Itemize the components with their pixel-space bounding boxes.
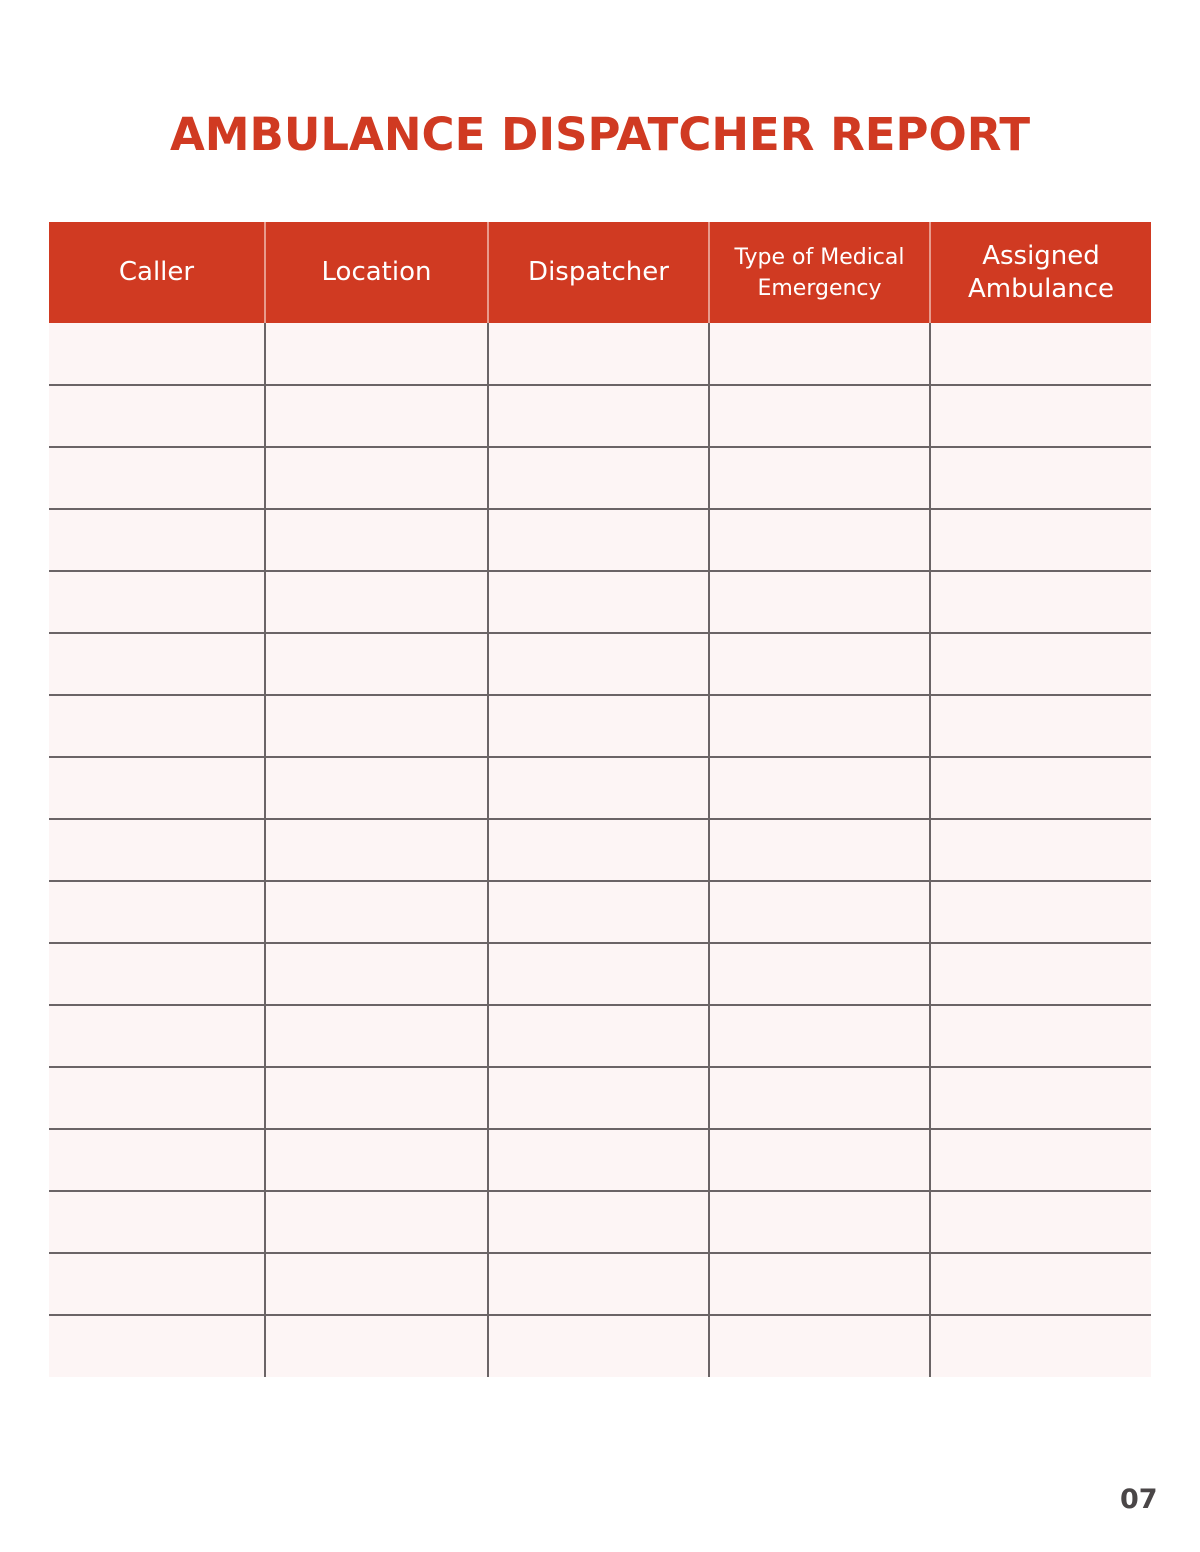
table-cell[interactable] [49, 447, 265, 509]
table-cell[interactable] [709, 757, 930, 819]
table-cell[interactable] [709, 1253, 930, 1315]
table-cell[interactable] [488, 881, 709, 943]
table-cell[interactable] [49, 509, 265, 571]
table-cell[interactable] [709, 1005, 930, 1067]
table-cell[interactable] [49, 323, 265, 385]
table-cell[interactable] [709, 819, 930, 881]
table-cell[interactable] [930, 757, 1151, 819]
table-cell[interactable] [49, 1191, 265, 1253]
table-cell[interactable] [49, 1315, 265, 1377]
table-row [49, 323, 1151, 385]
table-cell[interactable] [265, 1191, 488, 1253]
table-row [49, 633, 1151, 695]
table-cell[interactable] [488, 323, 709, 385]
table-cell[interactable] [930, 385, 1151, 447]
table-cell[interactable] [49, 943, 265, 1005]
column-header-dispatcher: Dispatcher [488, 222, 709, 323]
table-row [49, 819, 1151, 881]
table-row [49, 1253, 1151, 1315]
table-row [49, 571, 1151, 633]
page-number: 07 [1120, 1484, 1158, 1515]
table-cell[interactable] [930, 1253, 1151, 1315]
table-cell[interactable] [930, 1067, 1151, 1129]
table-cell[interactable] [709, 447, 930, 509]
table-cell[interactable] [930, 1191, 1151, 1253]
table-cell[interactable] [265, 1067, 488, 1129]
table-row [49, 1315, 1151, 1377]
table-row [49, 385, 1151, 447]
table-cell[interactable] [709, 385, 930, 447]
table-cell[interactable] [265, 1315, 488, 1377]
table-cell[interactable] [709, 1067, 930, 1129]
table-cell[interactable] [49, 1253, 265, 1315]
table-cell[interactable] [488, 819, 709, 881]
table-cell[interactable] [49, 1067, 265, 1129]
table-cell[interactable] [930, 633, 1151, 695]
table-cell[interactable] [709, 323, 930, 385]
table-cell[interactable] [930, 509, 1151, 571]
column-header-caller: Caller [49, 222, 265, 323]
table-cell[interactable] [709, 571, 930, 633]
table-cell[interactable] [709, 881, 930, 943]
table-row [49, 447, 1151, 509]
table-cell[interactable] [709, 943, 930, 1005]
table-cell[interactable] [265, 633, 488, 695]
table-cell[interactable] [265, 571, 488, 633]
table-header-row [49, 222, 1151, 323]
table-row [49, 1005, 1151, 1067]
table-cell[interactable] [709, 633, 930, 695]
table-cell[interactable] [49, 881, 265, 943]
table-cell[interactable] [265, 1253, 488, 1315]
table-cell[interactable] [930, 819, 1151, 881]
table-cell[interactable] [930, 1315, 1151, 1377]
table-cell[interactable] [930, 881, 1151, 943]
table-cell[interactable] [49, 385, 265, 447]
table-cell[interactable] [488, 1315, 709, 1377]
table-cell[interactable] [49, 695, 265, 757]
table-cell[interactable] [265, 881, 488, 943]
table-cell[interactable] [265, 943, 488, 1005]
table-cell[interactable] [49, 571, 265, 633]
table-cell[interactable] [930, 571, 1151, 633]
table-row [49, 943, 1151, 1005]
table-cell[interactable] [930, 1005, 1151, 1067]
table-cell[interactable] [488, 757, 709, 819]
table-cell[interactable] [49, 1005, 265, 1067]
table-cell[interactable] [49, 819, 265, 881]
table-cell[interactable] [930, 1129, 1151, 1191]
table-row [49, 757, 1151, 819]
table-cell[interactable] [49, 757, 265, 819]
table-row [49, 1191, 1151, 1253]
table-cell[interactable] [49, 1129, 265, 1191]
table-cell[interactable] [265, 509, 488, 571]
table-cell[interactable] [930, 447, 1151, 509]
table-row [49, 695, 1151, 757]
table-cell[interactable] [265, 819, 488, 881]
table-cell[interactable] [265, 757, 488, 819]
table-cell[interactable] [49, 633, 265, 695]
table-row [49, 1067, 1151, 1129]
table-cell[interactable] [930, 943, 1151, 1005]
table-cell[interactable] [488, 1253, 709, 1315]
table-cell[interactable] [265, 695, 488, 757]
table-cell[interactable] [709, 1191, 930, 1253]
table-cell[interactable] [488, 1129, 709, 1191]
table-cell[interactable] [488, 943, 709, 1005]
table-cell[interactable] [709, 1129, 930, 1191]
table-cell[interactable] [488, 1191, 709, 1253]
page-title: AMBULANCE DISPATCHER REPORT [169, 108, 1031, 161]
column-header-location: Location [265, 222, 488, 323]
table-row [49, 1129, 1151, 1191]
table-cell[interactable] [930, 695, 1151, 757]
table-row [49, 509, 1151, 571]
column-header-assigned-ambulance: Assigned Ambulance [930, 222, 1151, 323]
table-cell[interactable] [265, 1005, 488, 1067]
table-cell[interactable] [488, 385, 709, 447]
table-cell[interactable] [488, 571, 709, 633]
dispatcher-report-table [49, 222, 1151, 1377]
table-cell[interactable] [265, 323, 488, 385]
table-cell[interactable] [265, 1129, 488, 1191]
table-cell[interactable] [709, 1315, 930, 1377]
table-cell[interactable] [709, 509, 930, 571]
table-cell[interactable] [488, 509, 709, 571]
table-cell[interactable] [488, 695, 709, 757]
table-cell[interactable] [709, 695, 930, 757]
table-cell[interactable] [265, 447, 488, 509]
column-header-emergency-type: Type of Medical Emergency [709, 222, 930, 323]
table-cell[interactable] [488, 633, 709, 695]
table-row [49, 881, 1151, 943]
table-cell[interactable] [488, 447, 709, 509]
table-cell[interactable] [488, 1005, 709, 1067]
table-cell[interactable] [265, 385, 488, 447]
table-cell[interactable] [488, 1067, 709, 1129]
table-cell[interactable] [930, 323, 1151, 385]
